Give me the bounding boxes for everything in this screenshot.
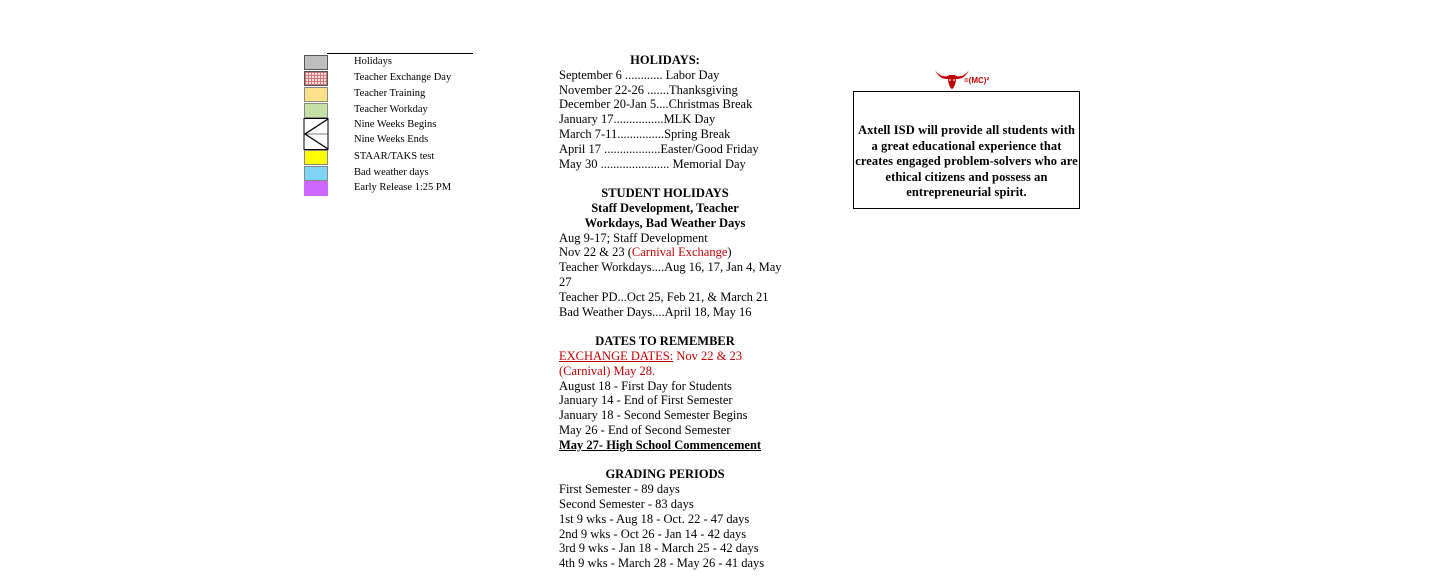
district-logo <box>934 67 996 91</box>
date-line: May 26 - End of Second Semester <box>559 422 731 437</box>
red-grid-swatch <box>304 71 328 86</box>
holiday-line: May 30 ...................... Memorial Day <box>559 156 746 171</box>
grading-line: 1st 9 wks - Aug 18 - Oct. 22 - 47 days <box>559 511 750 526</box>
student-holidays-title: STUDENT HOLIDAYS <box>601 186 729 201</box>
purple-swatch <box>304 181 328 196</box>
holiday-line: September 6 ............ Labor Day <box>559 67 720 82</box>
date-line: August 18 - First Day for Students <box>559 378 732 393</box>
student-holidays-subtitle: Workdays, Bad Weather Days <box>584 215 746 230</box>
grading-periods-title: GRADING PERIODS <box>605 467 725 482</box>
student-holidays-section <box>559 186 799 319</box>
commencement-line: May 27- High School Commencement <box>559 437 762 452</box>
mission-statement: Axtell ISD will provide all students with a great educational experience that creates engaged problem-solvers who are ethical citizens and possess an entrepreneurial spirit. <box>855 123 1078 200</box>
grading-line: 2nd 9 wks - Oct 26 - Jan 14 - 42 days <box>559 526 747 541</box>
student-holiday-line: Teacher Workdays....Aug 16, 17, Jan 4, May 27 <box>559 260 782 289</box>
legend-label: Nine Weeks Ends <box>354 134 429 145</box>
grading-periods-section <box>559 467 799 571</box>
grading-line: 3rd 9 wks - Jan 18 - March 25 - 42 days <box>559 541 759 556</box>
grading-line: 4th 9 wks - March 28 - May 26 - 41 days <box>559 556 765 571</box>
student-holidays-subtitle: Staff Development, Teacher <box>591 200 739 215</box>
student-holiday-line: Teacher PD...Oct 25, Feb 21, & March 21 <box>559 289 769 304</box>
green-swatch <box>304 103 328 118</box>
calendar-notes <box>559 53 799 571</box>
yellow-bright-swatch <box>304 150 328 165</box>
grading-line: Second Semester - 83 days <box>559 496 694 511</box>
holidays-title: HOLIDAYS: <box>630 53 700 67</box>
exchange-dates-label: EXCHANGE DATES: <box>559 348 674 363</box>
holiday-line: January 17................MLK Day <box>559 112 716 127</box>
dates-to-remember-title: DATES TO REMEMBER <box>595 334 735 349</box>
holiday-line: December 20-Jan 5....Christmas Break <box>559 97 753 112</box>
logo-text: =(MC)² <box>964 76 990 85</box>
exchange-dates-line: (Carnival) May 28. <box>559 363 656 378</box>
carnival-exchange-text: Carnival Exchange <box>631 245 728 260</box>
grading-line: First Semester - 89 days <box>559 482 680 497</box>
legend-label: Bad weather days <box>354 167 429 178</box>
legend-label: STAAR/TAKS test <box>354 151 435 162</box>
gray-swatch <box>304 55 328 70</box>
text-segment: Nov 22 & 23 ( <box>559 245 632 260</box>
holiday-line: November 22-26 .......Thanksgiving <box>559 82 738 97</box>
exchange-dates-line <box>559 349 799 364</box>
legend-top-rule <box>327 53 473 54</box>
student-holiday-line <box>559 245 799 260</box>
holidays-section <box>559 53 799 171</box>
legend-label: Teacher Training <box>354 88 426 99</box>
mission-statement-box <box>853 91 1080 209</box>
date-line: January 18 - Second Semester Begins <box>559 408 748 423</box>
legend-label: Early Release 1:25 PM <box>354 182 452 193</box>
legend-label: Teacher Workday <box>354 104 428 115</box>
legend-label: Teacher Exchange Day <box>354 72 452 83</box>
yellow-swatch <box>304 87 328 102</box>
blue-swatch <box>304 166 328 181</box>
legend-label: Holidays <box>354 56 392 67</box>
text-segment: ) <box>727 245 732 260</box>
student-holiday-line: Aug 9-17; Staff Development <box>559 230 708 245</box>
holiday-line: March 7-11...............Spring Break <box>559 126 731 141</box>
holiday-line: April 17 ..................Easter/Good Friday <box>559 141 759 156</box>
legend-label: Nine Weeks Begins <box>354 119 437 130</box>
student-holiday-line: Bad Weather Days....April 18, May 16 <box>559 304 752 319</box>
date-line: January 14 - End of First Semester <box>559 393 733 408</box>
triangle-begin-swatch <box>303 118 329 150</box>
text-segment: Nov 22 & 23 <box>673 348 742 363</box>
dates-to-remember-section <box>559 334 799 452</box>
